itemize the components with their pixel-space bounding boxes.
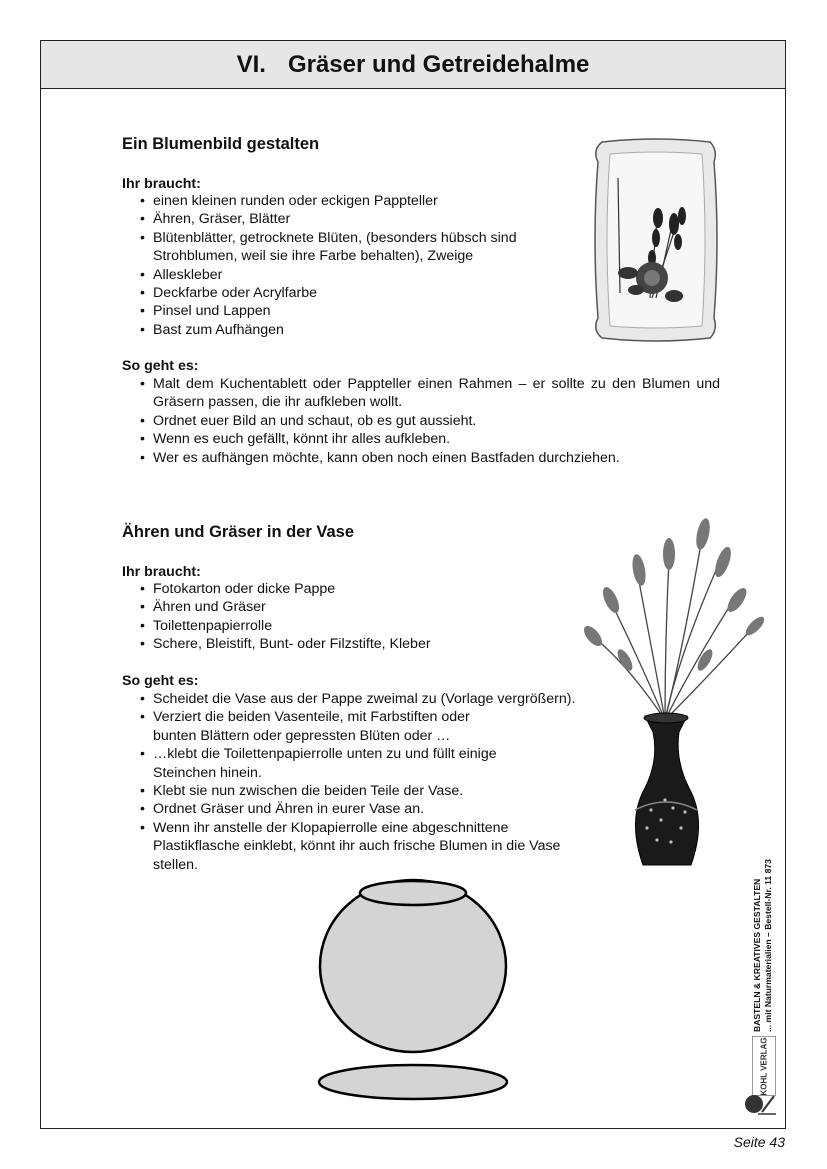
- section2-heading: Ähren und Gräser in der Vase: [122, 523, 354, 541]
- section2-materials-list: [122, 580, 562, 654]
- publisher-logo: [752, 1036, 776, 1096]
- list-item: • Blütenblätter, getrocknete Blüten, (besonders hübsch sind Strohblumen, weil sie ihre Farbe behalten), Zweige: [122, 229, 552, 266]
- section1-heading: Ein Blumenbild gestalten: [122, 135, 320, 153]
- sidebar-series-info: [752, 817, 774, 1032]
- list-item: • Toilettenpapierrolle: [122, 617, 562, 635]
- section1-steps-label: So geht es:: [122, 358, 199, 374]
- chapter-number: VI.: [236, 50, 266, 78]
- paper-plate-picture: [590, 138, 722, 342]
- order-number: ... mit Naturmaterialien – Bestell-Nr. 11 873: [763, 859, 773, 1032]
- series-title: BASTELN & KREATIVES GESTALTEN: [752, 878, 762, 1032]
- tree-logo-icon: [744, 1092, 778, 1118]
- page-title-bar: [41, 41, 785, 89]
- list-item: • Ähren, Gräser, Blätter: [122, 210, 552, 228]
- section2-steps-label: So geht es:: [122, 673, 199, 689]
- section2-materials-label: Ihr braucht:: [122, 564, 201, 580]
- list-item: • Ordnet euer Bild an und schaut, ob es gut aussieht.: [122, 412, 720, 430]
- section2-steps-list: [122, 690, 597, 874]
- list-item: • Wer es aufhängen möchte, kann oben noch einen Bastfaden durchziehen.: [122, 449, 720, 467]
- list-item: • Verziert die beiden Vasenteile, mit Farbstiften oder bunten Blättern oder gepressten Blüten oder …: [122, 708, 508, 745]
- page-number: Seite 43: [733, 1134, 785, 1150]
- vase-with-grasses-picture: [565, 510, 770, 878]
- list-item: • Fotokarton oder dicke Pappe: [122, 580, 562, 598]
- list-item: • Malt dem Kuchentablett oder Pappteller einen Rahmen – er sollte zu den Blumen und Gräsern passen, die ihr aufkleben wollt.: [122, 375, 720, 412]
- list-item: • Ähren und Gräser: [122, 598, 562, 616]
- page-title: Gräser und Getreidehalme: [287, 50, 590, 78]
- list-item: • Bast zum Aufhängen: [122, 321, 552, 339]
- list-item: • Scheidet die Vase aus der Pappe zweimal zu (Vorlage vergrößern).: [122, 690, 597, 708]
- list-item: • Pinsel und Lappen: [122, 302, 552, 320]
- list-item: • …klebt die Toilettenpapierrolle unten zu und füllt einige Steinchen hinein.: [122, 745, 538, 782]
- list-item: • Deckfarbe oder Acrylfarbe: [122, 284, 552, 302]
- list-item: • Klebt sie nun zwischen die beiden Teile der Vase.: [122, 782, 597, 800]
- vase-template-drawing: [315, 878, 515, 1103]
- section1-materials-label: Ihr braucht:: [122, 176, 201, 192]
- list-item: • Schere, Bleistift, Bunt- oder Filzstifte, Kleber: [122, 635, 562, 653]
- list-item: • Ordnet Gräser und Ähren in eurer Vase an.: [122, 800, 597, 818]
- list-item: • Wenn es euch gefällt, könnt ihr alles aufkleben.: [122, 430, 720, 448]
- section1-materials-list: [122, 192, 552, 339]
- section1-steps-list: [122, 375, 720, 467]
- list-item: • einen kleinen runden oder eckigen Pappteller: [122, 192, 552, 210]
- list-item: • Alleskleber: [122, 266, 552, 284]
- list-item: • Wenn ihr anstelle der Klopapierrolle eine abgeschnittene Plastikflasche einklebt, könnt ihr auch frische Blumen in die Vase stellen.: [122, 819, 565, 874]
- publisher-name: KOHL VERLAG: [759, 1036, 769, 1096]
